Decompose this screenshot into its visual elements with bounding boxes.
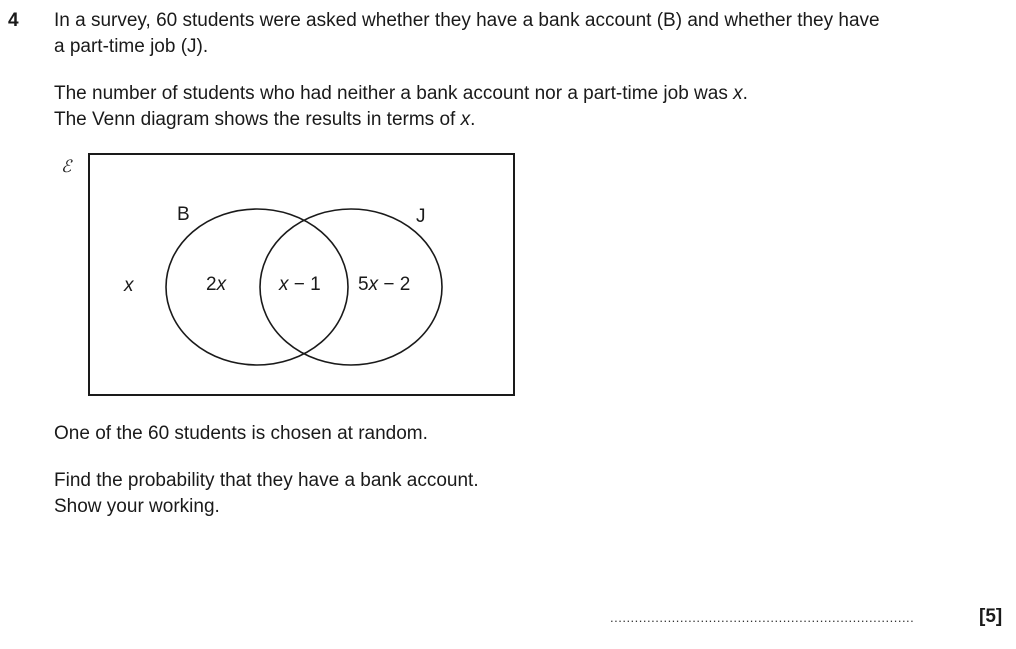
neither-text: The number of students who had neither a bank account nor a part-time job was: [54, 83, 734, 104]
j-only-variable: x: [368, 274, 379, 295]
question-number: 4: [8, 10, 19, 31]
intro-line-2: a part-time job (J).: [54, 36, 209, 57]
neither-end: .: [742, 83, 748, 104]
chosen-sentence: One of the 60 students is chosen at random.: [54, 423, 428, 444]
j-only-rest: − 2: [378, 274, 411, 295]
find-sentence: Find the probability that they have a bank account.: [54, 470, 479, 491]
marks-label: [5]: [979, 606, 1003, 627]
outside-region-label: x: [124, 275, 134, 296]
universal-set-symbol: ℰ: [61, 157, 72, 177]
set-b-label: B: [177, 204, 190, 225]
b-only-region-label: [206, 274, 228, 295]
venn-description-text: The Venn diagram shows the results in terms of: [54, 109, 461, 130]
answer-line[interactable]: ..........................................................................: [610, 610, 915, 625]
intersection-region-label: [278, 274, 321, 295]
neither-variable: x: [733, 83, 743, 104]
set-j-label: J: [416, 206, 426, 227]
b-only-variable: x: [216, 274, 227, 295]
intersection-variable: x: [279, 274, 289, 295]
venn-description-end: .: [470, 109, 476, 130]
venn-description-variable: x: [460, 109, 471, 130]
intersection-rest: − 1: [288, 274, 321, 295]
j-only-region-label: [358, 274, 410, 295]
show-working-sentence: Show your working.: [54, 496, 220, 517]
b-only-coefficient: 2: [206, 274, 217, 295]
intro-line-1: In a survey, 60 students were asked whether they have a bank account (B) and whether they have: [54, 10, 880, 31]
j-only-coefficient: 5: [358, 274, 369, 295]
